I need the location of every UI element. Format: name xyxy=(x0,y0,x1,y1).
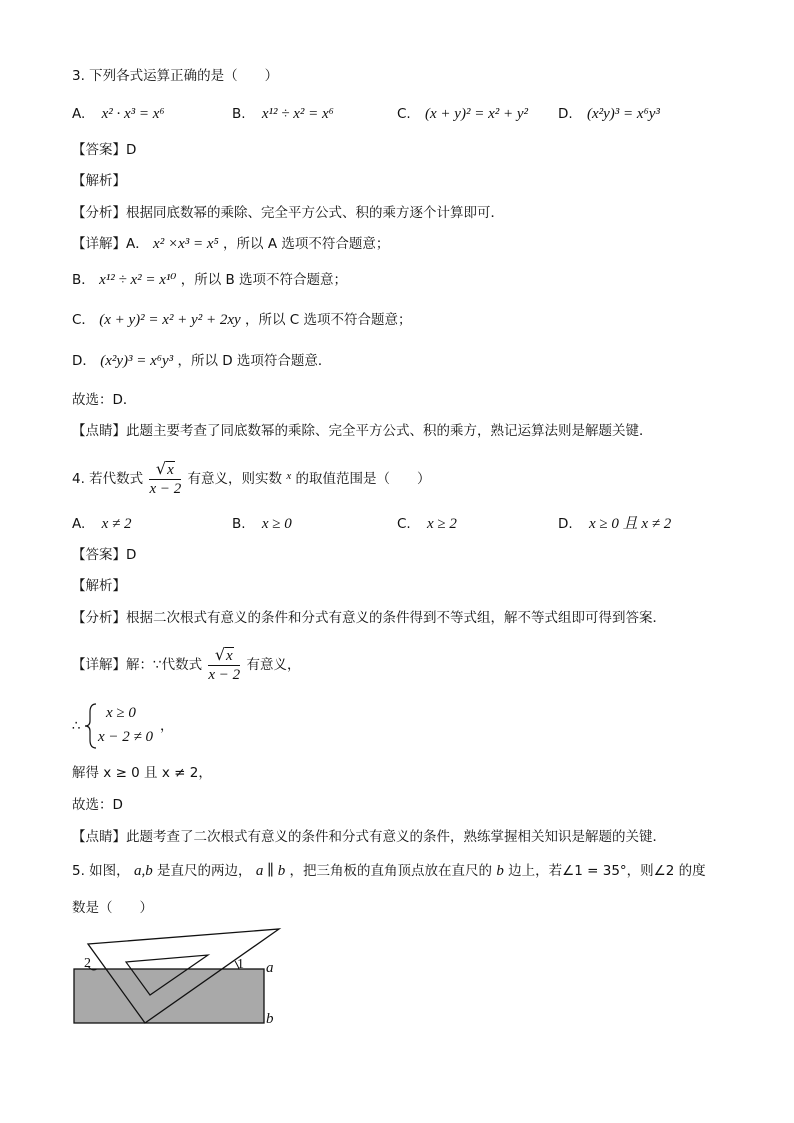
q4-comment: 【点睛】此题考查了二次根式有意义的条件和分式有意义的条件，熟练掌握相关知识是解题的关键． xyxy=(72,829,666,845)
q3-detail-b-expr: x¹² ÷ x² = x¹⁰ xyxy=(99,272,177,288)
q4-stem xyxy=(72,456,431,499)
q4-detail xyxy=(72,645,300,685)
q4-option-d xyxy=(558,514,671,534)
q3-detail-b-suffix: ，所以 B 选项不符合题意； xyxy=(180,272,348,288)
q5-stem-line2: 数是（ ） xyxy=(72,900,153,916)
q4-conclusion: 故选：D xyxy=(72,797,123,813)
q4-fraction: $\frac{√x}{x - 2}$ xyxy=(149,459,182,497)
q3-option-a-expr: x² · x³ = x⁶ xyxy=(101,106,165,122)
q3-detail-c-prefix: C． xyxy=(72,312,95,328)
q4-detail-denominator: x − 2 xyxy=(208,667,241,683)
q3-option-d-label: D. xyxy=(558,106,573,122)
q4-stem-prefix: 4. 若代数式 xyxy=(72,471,144,487)
q4-option-a xyxy=(72,514,131,534)
q3-analysis-tag: 【解析】 xyxy=(72,173,126,189)
q5-stem-parallel: a ∥ b xyxy=(255,863,286,879)
q4-option-d-label: D. xyxy=(558,516,573,532)
q3-conclusion: 故选：D． xyxy=(72,392,137,408)
q3-detail-a-prefix: 【详解】A． xyxy=(72,236,149,252)
q5-stem-line1 xyxy=(72,861,706,881)
q5-stem-part-b: 是直尺的两边， xyxy=(157,863,252,879)
q4-option-d-expr: x ≥ 0 且 x ≠ 2 xyxy=(588,516,672,532)
q3-option-c-expr: (x + y)² = x² + y² xyxy=(425,106,528,122)
q4-detail-prefix: 【详解】解：∵代数式 xyxy=(72,657,203,673)
q4-option-c xyxy=(397,514,457,534)
q4-stem-end: 的取值范围是（ ） xyxy=(295,471,431,487)
q4-system-line1: x ≥ 0 xyxy=(106,705,136,721)
q4-analysis-tag: 【解析】 xyxy=(72,578,126,594)
q4-fraction-numerator: x xyxy=(167,462,174,478)
q4-detail-numerator: x xyxy=(226,648,233,664)
ruler-triangle-figure xyxy=(60,924,290,1034)
q3-option-c-label: C. xyxy=(397,106,411,122)
q3-option-d xyxy=(558,104,660,124)
q5-stem-part-a: 5. 如图， xyxy=(72,863,130,879)
q3-detail-a-expr: x² ×x³ = x⁵ xyxy=(153,236,219,252)
q3-answer: 【答案】D xyxy=(72,142,137,158)
q5-stem-part-c: ，把三角板的直角顶点放在直尺的 xyxy=(289,863,493,879)
q3-comment: 【点睛】此题主要考查了同底数幂的乘除、完全平方公式、积的乘方，熟记运算法则是解题关键． xyxy=(72,423,653,439)
q4-stem-variable: x xyxy=(286,470,292,482)
q3-detail-b-prefix: B． xyxy=(72,272,95,288)
q3-detail-a-suffix: ，所以 A 选项不符合题意； xyxy=(223,236,390,252)
system-brace-icon xyxy=(84,702,98,750)
angle-1-label: 1 xyxy=(237,957,244,972)
q4-stem-suffix: 有意义，则实数 xyxy=(187,471,283,487)
q4-option-a-label: A. xyxy=(72,516,86,532)
q4-option-b-label: B. xyxy=(232,516,246,532)
q4-detail-fraction: $\frac{√x}{x - 2}$ xyxy=(208,645,241,683)
q3-option-b-label: B. xyxy=(232,106,246,122)
ruler xyxy=(74,969,264,1023)
q3-option-b xyxy=(232,104,334,124)
q4-system-end: ， xyxy=(160,718,174,734)
q3-detail-a xyxy=(72,234,389,254)
q3-option-a-label: A. xyxy=(72,106,86,122)
angle-2-label: 2 xyxy=(84,956,91,971)
q3-stem: 3. 下列各式运算正确的是（ ） xyxy=(72,68,279,84)
q5-stem-ab: a,b xyxy=(133,863,153,879)
q5-stem-b: b xyxy=(496,863,504,879)
line-b-label: b xyxy=(266,1011,274,1027)
q4-option-c-label: C. xyxy=(397,516,411,532)
q4-answer: 【答案】D xyxy=(72,547,137,563)
q4-therefore: ∴ xyxy=(72,718,81,734)
q4-detail-suffix: 有意义， xyxy=(246,657,301,673)
q3-option-b-expr: x¹² ÷ x² = x⁶ xyxy=(261,106,334,122)
q3-detail-b xyxy=(72,270,347,290)
q4-option-b xyxy=(232,514,292,534)
q4-option-b-expr: x ≥ 0 xyxy=(261,516,292,532)
line-a-label: a xyxy=(266,960,274,976)
q5-stem-part-d: 边上，若∠1 = 35°，则∠2 的度 xyxy=(508,863,706,879)
q3-detail-d-prefix: D． xyxy=(72,353,96,369)
q4-fraction-denominator: x − 2 xyxy=(149,481,182,497)
q3-detail-d-suffix: ，所以 D 选项符合题意． xyxy=(177,353,332,369)
q3-detail-d xyxy=(72,351,331,371)
q4-option-c-expr: x ≥ 2 xyxy=(427,516,457,532)
q3-fenxi: 【分析】根据同底数幂的乘除、完全平方公式、积的乘方逐个计算即可． xyxy=(72,205,504,221)
q3-option-d-expr: (x²y)³ = x⁶y³ xyxy=(586,106,660,122)
q3-detail-c xyxy=(72,310,411,330)
q3-detail-d-expr: (x²y)³ = x⁶y³ xyxy=(100,353,174,369)
q4-option-a-expr: x ≠ 2 xyxy=(101,516,132,532)
q3-detail-c-expr: (x + y)² = x² + y² + 2xy xyxy=(99,312,241,328)
q3-option-a xyxy=(72,104,165,124)
q4-system-line2: x − 2 ≠ 0 xyxy=(98,729,154,745)
q3-detail-c-suffix: ，所以 C 选项不符合题意； xyxy=(244,312,412,328)
q3-option-c xyxy=(397,104,528,124)
q4-fenxi: 【分析】根据二次根式有意义的条件和分式有意义的条件得到不等式组，解不等式组即可得到答案． xyxy=(72,610,666,626)
q4-solution: 解得 x ≥ 0 且 x ≠ 2， xyxy=(72,765,212,781)
